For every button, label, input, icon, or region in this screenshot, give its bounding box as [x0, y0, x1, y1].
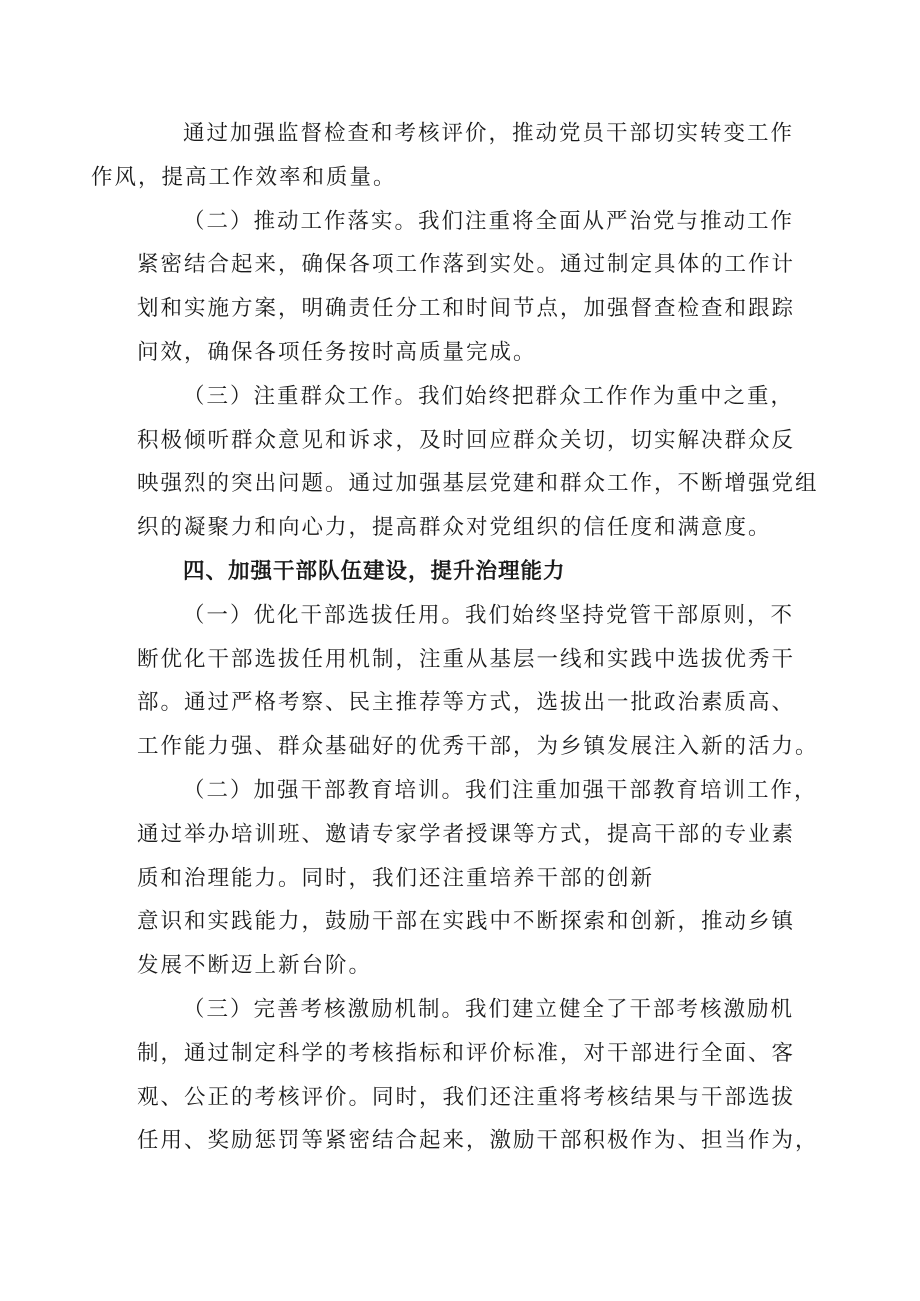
- text-line: 断优化干部选拔任用机制，注重从基层一线和实践中选拔优秀干: [137, 646, 796, 672]
- text-line: 部。通过严格考察、民主推荐等方式，选拔出一批政治素质高、: [137, 690, 796, 716]
- text-line: 划和实施方案，明确责任分工和时间节点，加强督查检查和跟踪: [137, 296, 796, 322]
- text-line: 观、公正的考核评价。同时，我们还注重将考核结果与干部选拔: [137, 1084, 796, 1110]
- text-line: 紧密结合起来，确保各项工作落到实处。通过制定具体的工作计: [137, 252, 796, 278]
- text-line: 工作能力强、群众基础好的优秀干部，为乡镇发展注入新的活力。: [137, 734, 819, 760]
- text-line: 映强烈的突出问题。通过加强基层党建和群众工作，不断增强党组: [137, 471, 819, 497]
- text-line: 作风，提高工作效率和质量。: [91, 164, 397, 190]
- paragraph: [137, 594, 819, 769]
- text-line: 制，通过制定科学的考核指标和评价标准，对干部进行全面、客: [137, 1040, 796, 1066]
- text-line: （二）推动工作落实。我们注重将全面从严治党与推动工作: [183, 208, 795, 234]
- text-line: 任用、奖励惩罚等紧密结合起来，激励干部积极作为、担当作为，: [137, 1128, 819, 1154]
- paragraph: [137, 988, 819, 1163]
- text-line: （二）加强干部教育培训。我们注重加强干部教育培训工作，: [183, 777, 818, 803]
- paragraph: [137, 200, 796, 375]
- text-line: 积极倾听群众意见和诉求，及时回应群众关切，切实解决群众反: [137, 427, 796, 453]
- paragraph: [137, 375, 819, 550]
- text-line: 织的凝聚力和向心力，提高群众对党组织的信任度和满意度。: [137, 515, 772, 541]
- paragraph: [137, 769, 818, 900]
- text-line: 质和治理能力。同时，我们还注重培养干部的创新: [137, 865, 655, 891]
- document-body: [91, 112, 819, 1163]
- section-heading: 四、加强干部队伍建设，提升治理能力: [183, 558, 566, 584]
- paragraph: [137, 900, 796, 988]
- text-line: （三）注重群众工作。我们始终把群众工作作为重中之重，: [183, 383, 795, 409]
- text-line: （一）优化干部选拔任用。我们始终坚持党管干部原则，不: [183, 602, 795, 628]
- text-line: 发展不断迈上新台阶。: [137, 953, 373, 979]
- text-line: 通过举办培训班、邀请专家学者授课等方式，提高干部的专业素: [137, 821, 796, 847]
- text-line: 通过加强监督检查和考核评价，推动党员干部切实转变工作: [183, 121, 795, 146]
- text-line: （三）完善考核激励机制。我们建立健全了干部考核激励机: [183, 996, 795, 1022]
- paragraph: [91, 112, 795, 200]
- text-line: 意识和实践能力，鼓励干部在实践中不断探索和创新，推动乡镇: [137, 909, 796, 935]
- text-line: 问效，确保各项任务按时高质量完成。: [137, 339, 537, 365]
